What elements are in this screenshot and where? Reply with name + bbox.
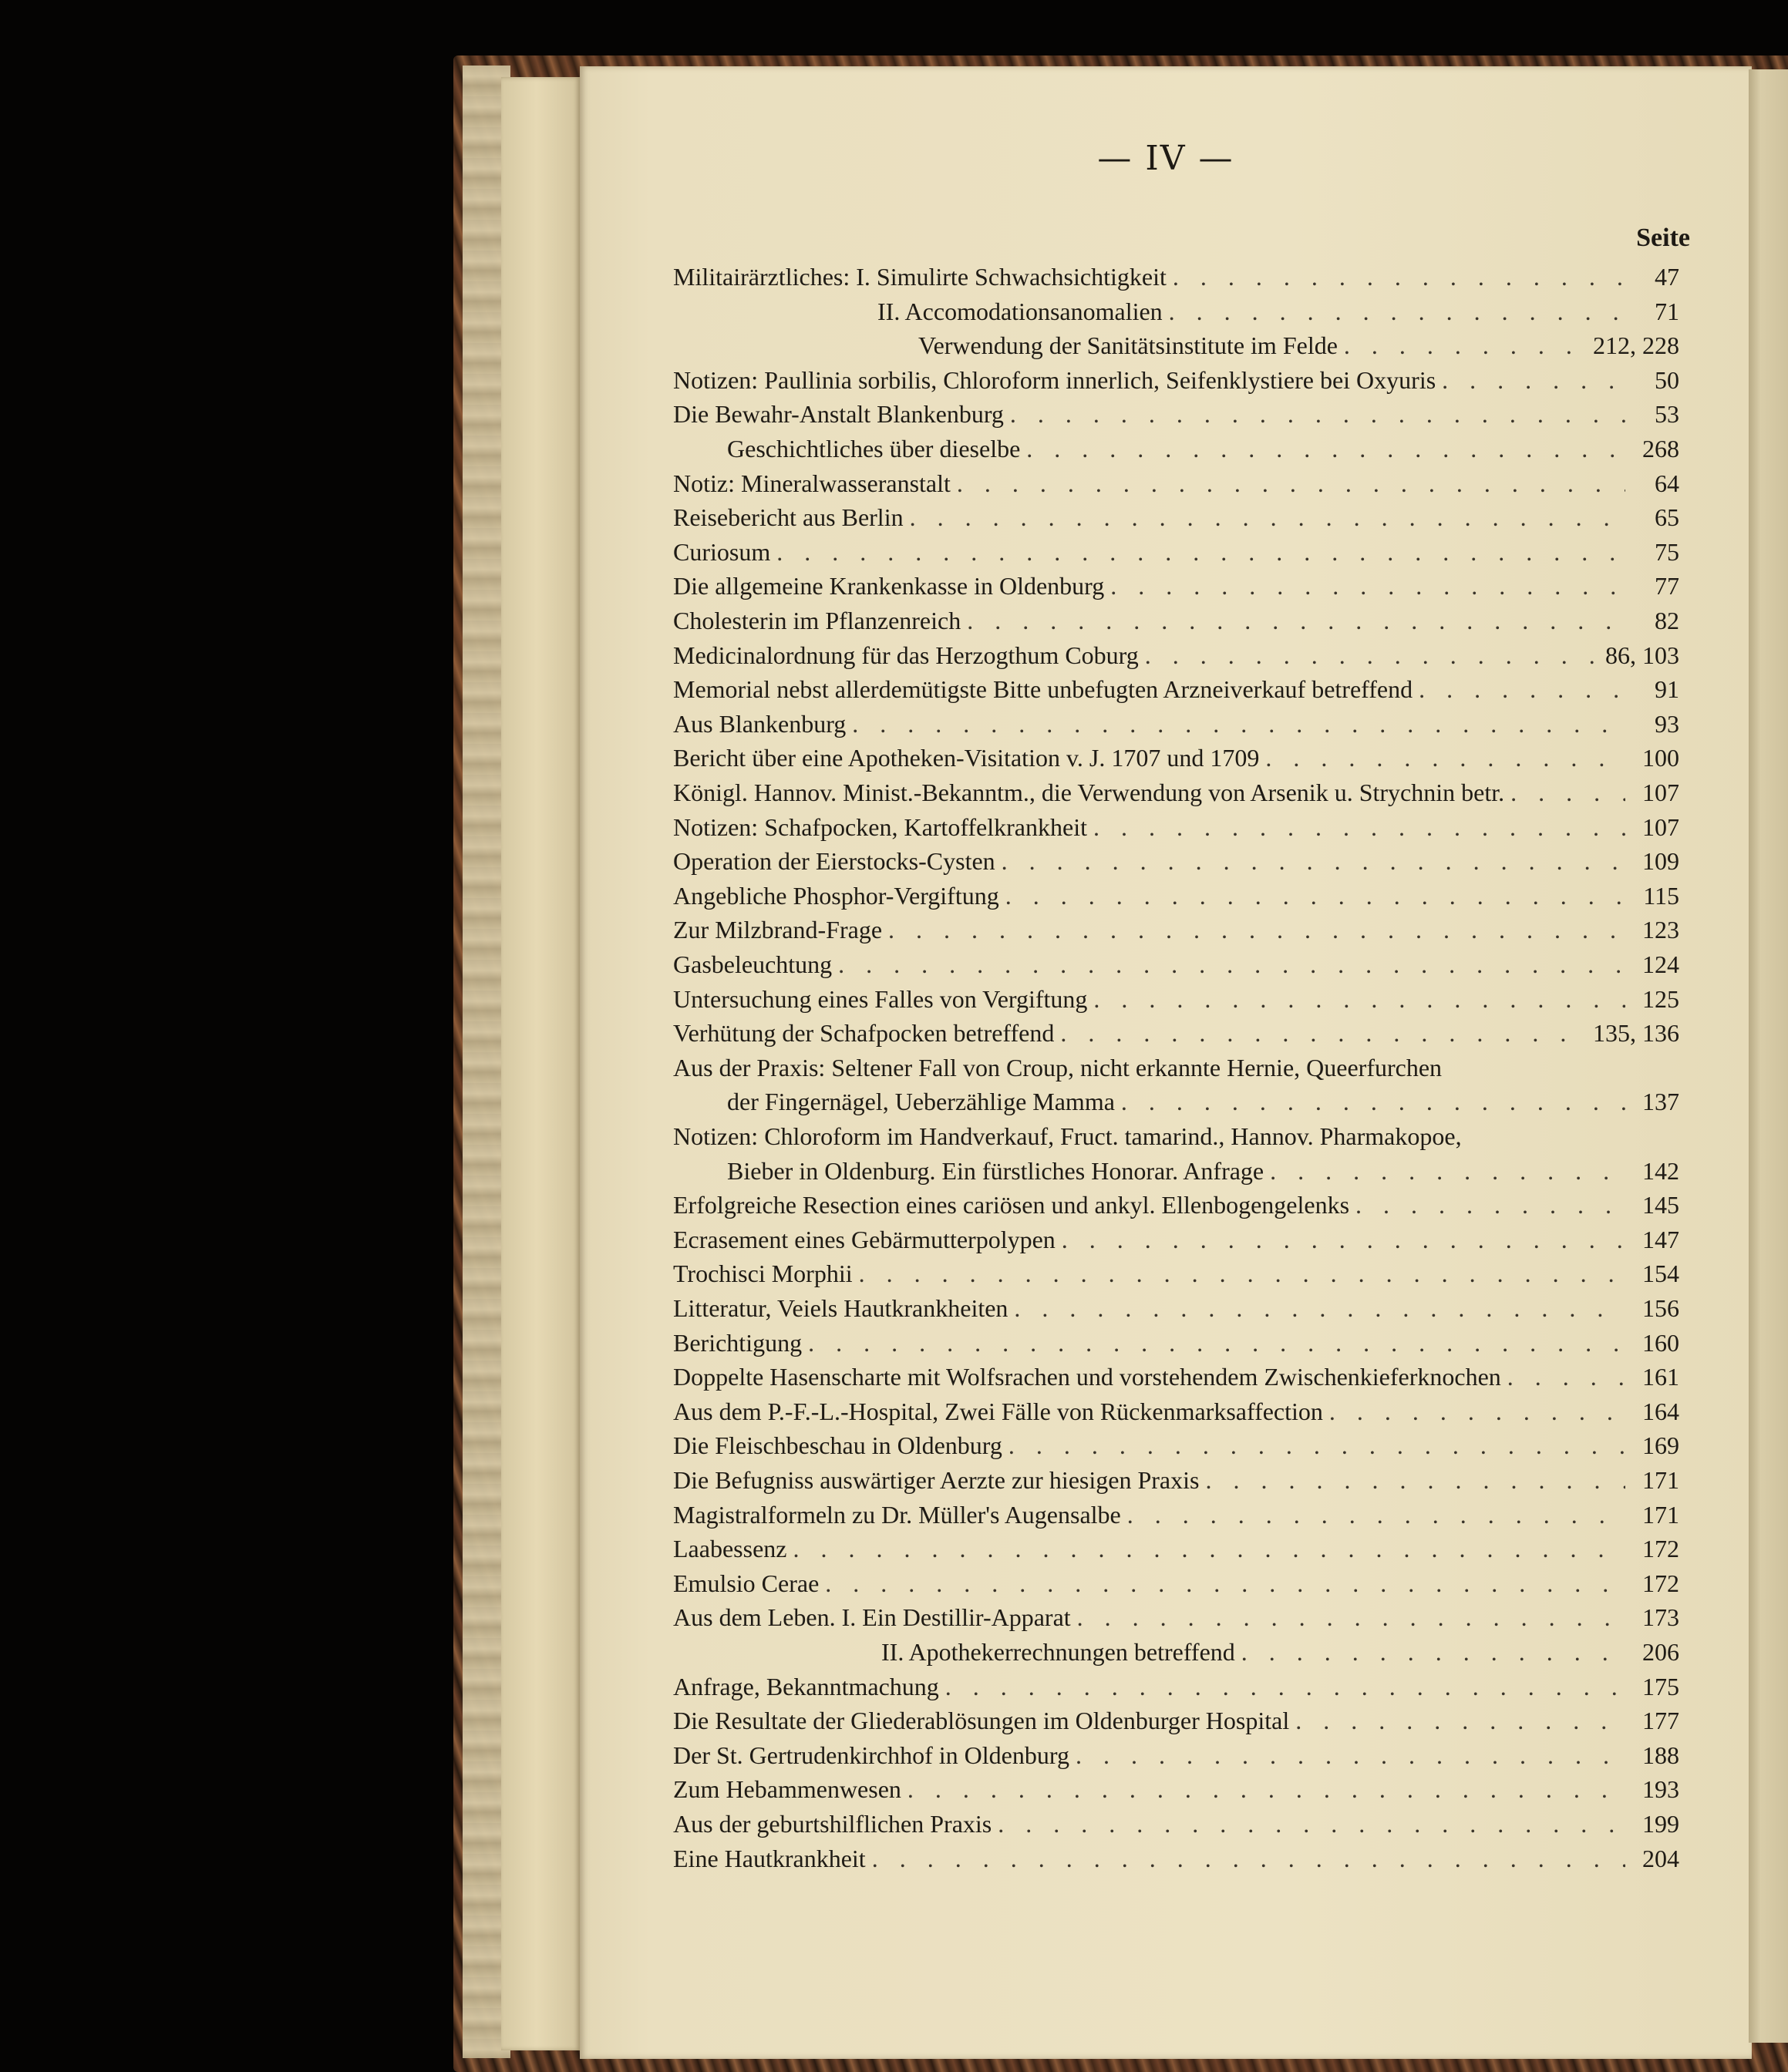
toc-entry-page: 193 <box>1642 1775 1679 1804</box>
toc-entry-title: Verwendung der Sanitätsinstitute im Felde <box>918 331 1338 360</box>
toc-leader-dots <box>1145 641 1598 670</box>
toc-entry-page: 100 <box>1642 744 1679 772</box>
toc-entry-title: II. Accomodationsanomalien <box>877 297 1163 325</box>
toc-entry-title: Die Fleischbeschau in Oldenburg <box>673 1431 1002 1460</box>
toc-entry <box>673 329 1679 360</box>
toc-entry <box>673 845 1679 876</box>
toc-entry-title: Curiosum <box>673 537 771 566</box>
toc-entry-page: 173 <box>1642 1603 1679 1632</box>
toc-entry <box>673 432 1679 463</box>
toc-entry-page: 171 <box>1642 1466 1679 1494</box>
toc-entry-page: 156 <box>1642 1294 1679 1322</box>
toc-entry <box>673 1464 1679 1495</box>
toc-entry-title: Zur Milzbrand-Frage <box>673 916 883 944</box>
toc-entry-page: 172 <box>1642 1569 1679 1597</box>
toc-entry <box>673 811 1679 842</box>
toc-entry <box>673 1361 1679 1391</box>
toc-leader-dots <box>1077 1603 1625 1632</box>
page-column-label: Seite <box>1636 224 1690 252</box>
toc-leader-dots <box>1008 1431 1625 1460</box>
toc-leader-dots <box>1205 1466 1625 1495</box>
toc-entry-page: 125 <box>1642 984 1679 1013</box>
toc-entry <box>673 1120 1679 1151</box>
toc-entry <box>673 639 1679 670</box>
toc-leader-dots <box>776 538 1625 567</box>
toc-leader-dots <box>859 1260 1625 1288</box>
toc-entry <box>673 1051 1679 1082</box>
toc-entry <box>673 1223 1679 1254</box>
toc-leader-dots <box>1062 1226 1625 1254</box>
toc-entry-title: der Fingernägel, Ueberzählige Mamma <box>727 1088 1115 1116</box>
toc-leader-dots <box>1014 1294 1625 1323</box>
toc-entry-page: 188 <box>1642 1741 1679 1769</box>
toc-entry <box>673 501 1679 532</box>
toc-entry-title: Berichtigung <box>673 1328 803 1357</box>
toc-entry-page: 177 <box>1642 1707 1679 1735</box>
toc-entry-title: Aus der geburtshilflichen Praxis <box>673 1810 992 1838</box>
toc-entry <box>673 1808 1679 1838</box>
toc-entry-page: 145 <box>1642 1191 1679 1219</box>
toc-entry-page: 86, 103 <box>1605 641 1679 669</box>
toc-leader-dots <box>945 1673 1625 1701</box>
toc-entry-page: 171 <box>1642 1500 1679 1529</box>
toc-leader-dots <box>1002 847 1625 876</box>
toc-entry-page: 124 <box>1642 950 1679 978</box>
toc-entry-page: 161 <box>1642 1363 1679 1391</box>
toc-entry-title: Operation der Eierstocks-Cysten <box>673 847 995 876</box>
toc-entry-page: 164 <box>1642 1397 1679 1425</box>
toc-entry-page: 64 <box>1655 469 1679 497</box>
toc-entry-page: 65 <box>1655 503 1679 532</box>
toc-entry <box>673 880 1679 910</box>
toc-entry-title: Trochisci Morphii <box>673 1260 853 1288</box>
toc-entry-page: 169 <box>1642 1431 1679 1460</box>
toc-entry-title: Königl. Hannov. Minist.-Bekanntm., die Verwendung von Arsenik u. Strychnin betr. <box>673 779 1505 806</box>
toc-entry-page: 135, 136 <box>1593 1019 1679 1048</box>
toc-entry-page: 115 <box>1643 881 1679 910</box>
toc-entry-page: 107 <box>1642 812 1679 841</box>
toc-entry-title: Eine Hautkrankheit <box>673 1844 866 1872</box>
toc-leader-dots <box>1265 744 1625 772</box>
toc-entry <box>673 1842 1679 1873</box>
toc-entry <box>673 1704 1679 1735</box>
toc-entry <box>673 1739 1679 1770</box>
toc-entry-page: 91 <box>1655 675 1679 704</box>
toc-entry <box>673 398 1679 429</box>
toc-leader-dots <box>1510 779 1625 807</box>
toc-entry-page: 154 <box>1642 1260 1679 1288</box>
toc-leader-dots <box>967 607 1625 635</box>
toc-entry-page: 75 <box>1655 537 1679 566</box>
toc-entry-title: Die Befugniss auswärtiger Aerzte zur hiesigen Praxis <box>673 1466 1200 1494</box>
toc-entry-title: Cholesterin im Pflanzenreich <box>673 607 961 634</box>
toc-entry <box>673 1498 1679 1529</box>
toc-entry <box>673 1257 1679 1288</box>
toc-leader-dots <box>957 469 1625 498</box>
toc-leader-dots <box>1010 400 1625 429</box>
toc-entry-title: Notizen: Schafpocken, Kartoffelkrankheit <box>673 812 1087 841</box>
toc-entry <box>673 295 1679 326</box>
toc-entry-page: 47 <box>1655 263 1679 291</box>
toc-leader-dots <box>1076 1741 1625 1770</box>
toc-entry-title: Medicinalordnung für das Herzogthum Coburg <box>673 641 1139 669</box>
toc-leader-dots <box>1093 985 1625 1014</box>
toc-entry-title: Reisebericht aus Berlin <box>673 503 904 532</box>
toc-leader-dots <box>998 1810 1625 1838</box>
page-number-header: — IV — <box>1097 139 1234 178</box>
toc-entry <box>673 1567 1679 1598</box>
toc-leader-dots <box>793 1535 1625 1563</box>
page-fore-edge <box>1749 69 1788 2043</box>
toc-leader-dots <box>1060 1019 1585 1048</box>
toc-entry <box>673 261 1679 291</box>
flyleaf <box>501 77 580 2050</box>
toc-entry <box>673 536 1679 567</box>
toc-leader-dots <box>1005 882 1625 910</box>
toc-entry <box>673 673 1679 704</box>
toc-entry <box>673 742 1679 772</box>
toc-entry <box>673 708 1679 738</box>
toc-entry-title: Untersuchung eines Falles von Vergiftung <box>673 984 1088 1013</box>
toc-entry-title: Litteratur, Veiels Hautkrankheiten <box>673 1294 1008 1322</box>
toc-leader-dots <box>825 1569 1625 1598</box>
toc-entry <box>673 1532 1679 1563</box>
toc-entry-title: Die allgemeine Krankenkasse in Oldenburg <box>673 572 1105 600</box>
toc-leader-dots <box>1355 1191 1625 1219</box>
toc-leader-dots <box>1507 1363 1625 1391</box>
toc-leader-dots <box>838 950 1625 979</box>
toc-leader-dots <box>1127 1501 1625 1529</box>
toc-entry-title: Notizen: Chloroform im Handverkauf, Fruct. tamarind., Hannov. Pharmakopoe, <box>673 1122 1462 1150</box>
toc-entry <box>673 1670 1679 1701</box>
toc-leader-dots <box>1110 572 1625 600</box>
toc-entry-page: 206 <box>1642 1638 1679 1666</box>
toc-entry <box>673 948 1679 979</box>
toc-entry <box>673 1429 1679 1460</box>
toc-leader-dots <box>1169 298 1625 326</box>
toc-leader-dots <box>907 1775 1625 1804</box>
toc-entry-title: Aus Blankenburg <box>673 709 847 738</box>
toc-entry-title: Magistralformeln zu Dr. Müller's Augensalbe <box>673 1500 1121 1529</box>
toc-entry-page: 172 <box>1642 1535 1679 1563</box>
toc-leader-dots <box>1419 675 1625 704</box>
toc-entry-page: 71 <box>1655 297 1679 325</box>
toc-leader-dots <box>1026 435 1625 463</box>
toc-leader-dots <box>1093 813 1625 842</box>
toc-leader-dots <box>852 710 1625 738</box>
toc-entry <box>673 1773 1679 1804</box>
toc-entry <box>673 1601 1679 1632</box>
toc-leader-dots <box>1344 331 1585 360</box>
toc-entry-title: Gasbeleuchtung <box>673 950 833 978</box>
toc-entry-title: Bieber in Oldenburg. Ein fürstliches Honorar. Anfrage <box>727 1156 1264 1185</box>
toc-entry-title: Notizen: Paullinia sorbilis, Chloroform innerlich, Seifenklystiere bei Oxyuris <box>673 365 1436 394</box>
toc-entry-page: 147 <box>1642 1225 1679 1253</box>
toc-entry-title: Zum Hebammenwesen <box>673 1775 901 1804</box>
toc-entry-page: 82 <box>1655 607 1679 634</box>
toc-entry <box>673 364 1679 395</box>
toc-entry-page: 212, 228 <box>1593 331 1679 360</box>
toc-entry <box>673 1292 1679 1323</box>
toc-entry-page: 109 <box>1642 847 1679 876</box>
toc-entry-title: Aus dem P.-F.-L.-Hospital, Zwei Fälle von Rückenmarksaffection <box>673 1397 1323 1425</box>
toc-leader-dots <box>910 503 1625 532</box>
toc-leader-dots <box>1121 1088 1625 1116</box>
toc-entry-page: 160 <box>1642 1328 1679 1357</box>
toc-entry-title: II. Apothekerrechnungen betreffend <box>881 1638 1235 1666</box>
toc-leader-dots <box>1173 263 1625 291</box>
toc-entry-page: 268 <box>1642 435 1679 462</box>
toc-entry-title: Erfolgreiche Resection eines cariösen und ankyl. Ellenbogengelenks <box>673 1191 1350 1219</box>
toc-entry <box>673 983 1679 1014</box>
toc-entry-title: Die Bewahr-Anstalt Blankenburg <box>673 400 1004 429</box>
toc-entry-title: Bericht über eine Apotheken-Visitation v. J. 1707 und 1709 <box>673 744 1260 772</box>
toc-entry-page: 204 <box>1642 1844 1679 1872</box>
toc-entry-title: Ecrasement eines Gebärmutterpolypen <box>673 1225 1056 1253</box>
toc-entry-title: Anfrage, Bekanntmachung <box>673 1672 939 1700</box>
toc-entry-title: Angebliche Phosphor-Vergiftung <box>673 881 999 910</box>
toc-entry <box>673 776 1679 807</box>
toc-entry-title: Notiz: Mineralwasseranstalt <box>673 469 951 497</box>
toc-entry-page: 123 <box>1642 916 1679 944</box>
toc-entry-page: 50 <box>1655 365 1679 394</box>
toc-entry-title: Aus dem Leben. I. Ein Destillir-Apparat <box>673 1603 1071 1632</box>
toc-leader-dots <box>1295 1707 1625 1735</box>
toc-leader-dots <box>1329 1398 1625 1426</box>
toc-entry-page: 77 <box>1655 572 1679 600</box>
toc-entry-page: 137 <box>1642 1088 1679 1116</box>
toc-entry <box>673 570 1679 600</box>
toc-entry-title: Verhütung der Schafpocken betreffend <box>673 1019 1055 1048</box>
toc-entry-page: 199 <box>1642 1810 1679 1838</box>
toc-entry-title: Geschichtliches über dieselbe <box>727 435 1021 462</box>
toc-entry-title: Die Resultate der Gliederablösungen im Oldenburger Hospital <box>673 1707 1290 1735</box>
toc-entry-title: Laabessenz <box>673 1535 787 1563</box>
toc-entry-title: Militairärztliches: I. Simulirte Schwachsichtigkeit <box>673 263 1167 291</box>
toc-entry-title: Memorial nebst allerdemütigste Bitte unbefugten Arzneiverkauf betreffend <box>673 675 1413 704</box>
toc-leader-dots <box>808 1329 1625 1357</box>
toc-entry <box>673 1395 1679 1426</box>
toc-leader-dots <box>1270 1157 1625 1186</box>
toc-entry-title: Aus der Praxis: Seltener Fall von Croup, nicht erkannte Hernie, Queerfurchen <box>673 1053 1443 1081</box>
toc-entry <box>673 1327 1679 1357</box>
toc-entry-title: Emulsio Cerae <box>673 1569 820 1597</box>
toc-entry-page: 93 <box>1655 709 1679 738</box>
toc-leader-dots <box>888 916 1625 944</box>
toc-entry <box>673 1017 1679 1048</box>
toc-entry <box>673 1636 1679 1667</box>
toc-entry-page: 142 <box>1642 1156 1679 1185</box>
toc-entry-page: 53 <box>1655 400 1679 429</box>
toc-entry-page: 107 <box>1642 779 1679 806</box>
toc-entry-page: 175 <box>1642 1672 1679 1700</box>
toc-entry-title: Der St. Gertrudenkirchhof in Oldenburg <box>673 1741 1069 1769</box>
toc-entry <box>673 1085 1679 1116</box>
toc-entry <box>673 604 1679 635</box>
toc-leader-dots <box>1241 1638 1625 1667</box>
toc-entry <box>673 1155 1679 1186</box>
toc-entry <box>673 913 1679 944</box>
toc-leader-dots <box>1442 366 1625 395</box>
toc-leader-dots <box>872 1845 1625 1873</box>
toc-entry <box>673 467 1679 498</box>
toc-entry-title: Doppelte Hasenscharte mit Wolfsrachen und vorstehendem Zwischenkieferknochen <box>673 1363 1501 1391</box>
toc-entry <box>673 1189 1679 1219</box>
